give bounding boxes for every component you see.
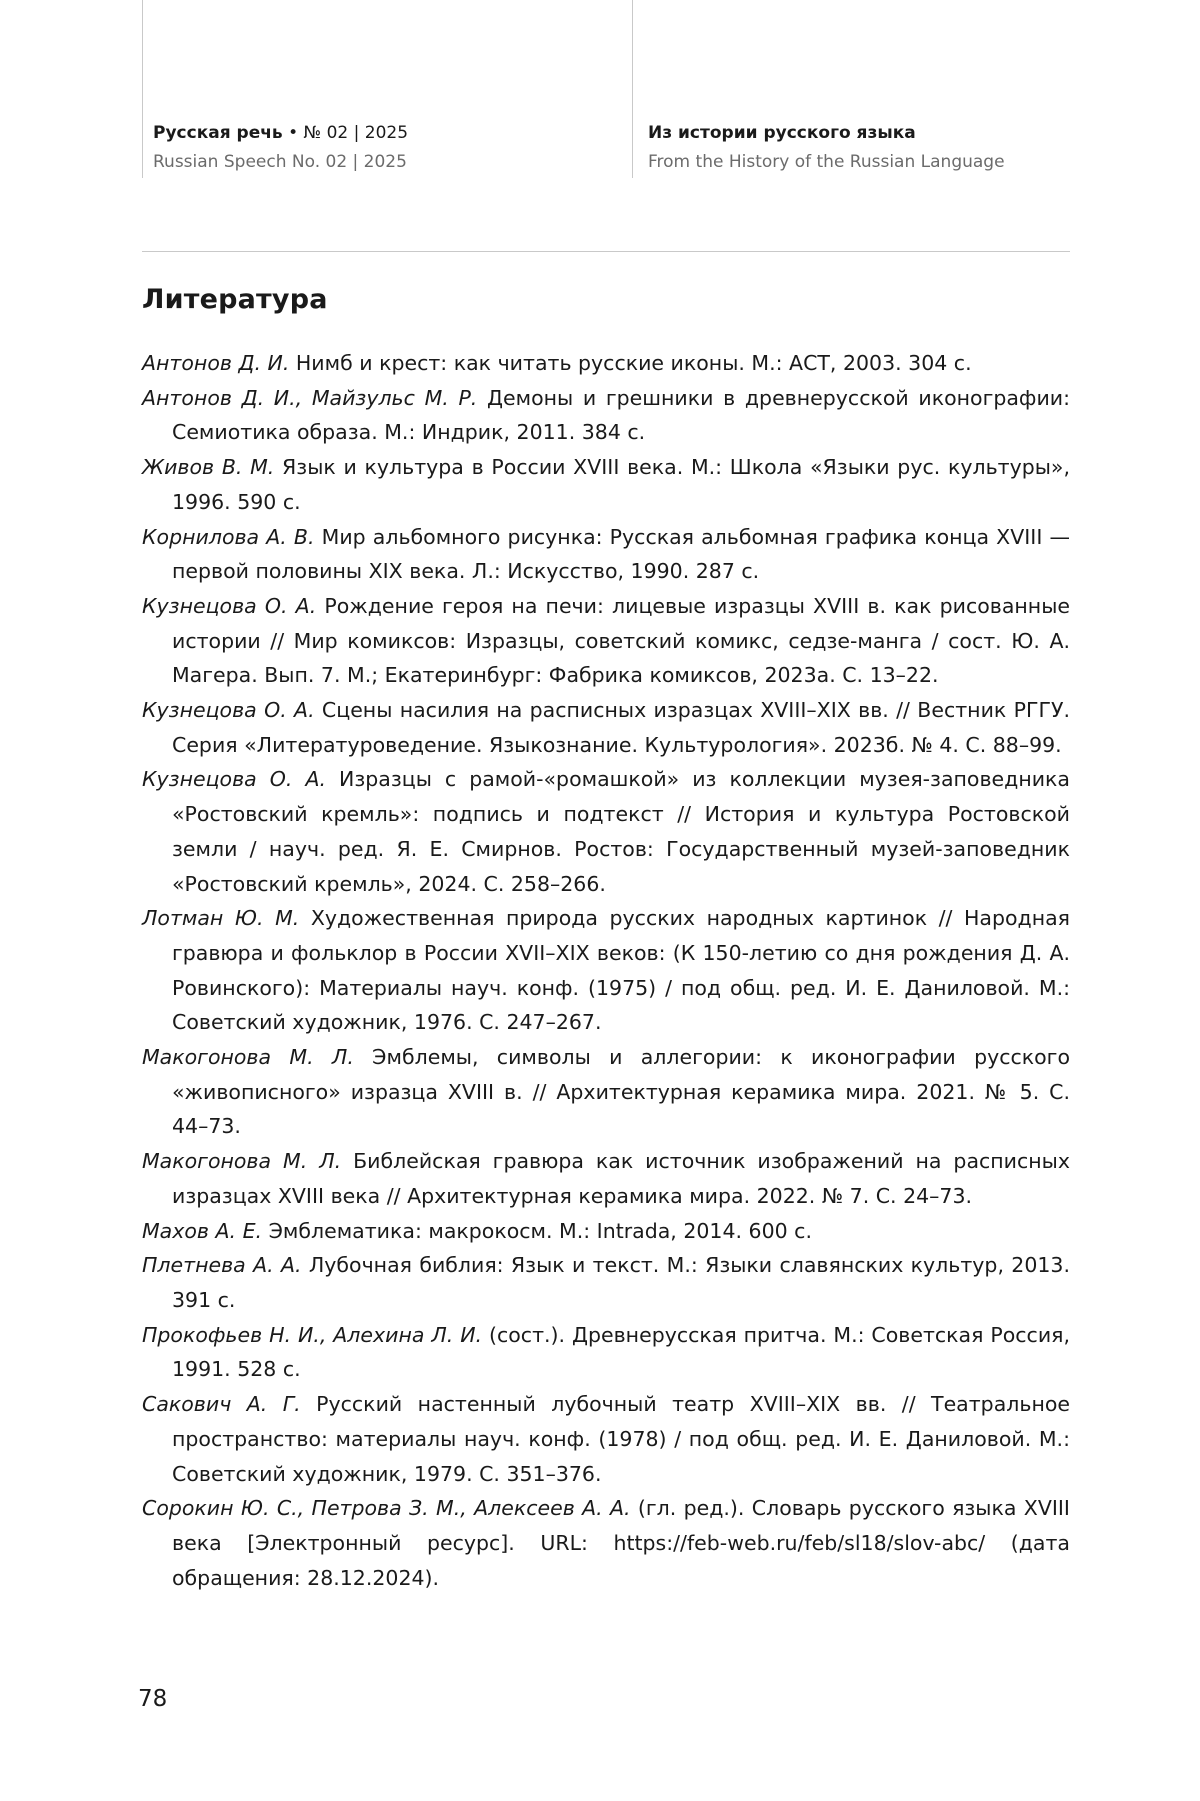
reference-text: Библейская гравюра как источник изображений на расписных изразцах XVIII века // Архитектурная керамика мира. 2022. № 7. С. 24–73. (172, 1149, 1070, 1208)
reference-item (142, 1491, 1070, 1595)
journal-issue: № 02 | 2025 (303, 123, 409, 143)
section-name-en: From the History of the Russian Language (648, 151, 1005, 172)
journal-title-en: Russian Speech No. 02 | 2025 (153, 151, 407, 172)
journal-name: Русская речь (153, 123, 283, 143)
running-header-journal (153, 124, 408, 172)
reference-item (142, 762, 1070, 901)
reference-authors: Кузнецова О. А. (142, 698, 315, 723)
reference-item (142, 589, 1070, 693)
reference-authors: Антонов Д. И. (142, 351, 290, 375)
reference-item (142, 1144, 1070, 1213)
reference-list (142, 346, 1070, 1595)
reference-text: (гл. ред.). Словарь русского языка XVIII века [Электронный ресурс]. URL: https://feb-web.ru/feb/sl18/slov-abc/ (дата обращения: 28.12.2024). (172, 1496, 1070, 1590)
reference-authors: Антонов Д. И., Майзульс М. Р. (142, 385, 478, 410)
reference-authors: Сакович А. Г. (142, 1392, 301, 1417)
reference-authors: Кузнецова О. А. (142, 767, 326, 792)
reference-authors: Лотман Ю. М. (142, 906, 300, 931)
reference-item (142, 450, 1070, 519)
reference-text: Изразцы с рамой-«ромашкой» из коллекции музея-заповедника «Ростовский кремль»: подпись и подтекст // История и культура Ростовской земли / науч. ред. Я. Е. Смирнов. Ростов: Государственный музей-заповедник «Ростовский кремль», 2024. С. 258–266. (172, 767, 1070, 896)
reference-item (142, 1214, 1070, 1249)
reference-text: Рождение героя на печи: лицевые изразцы XVIII в. как рисованные истории // Мир комиксов: Изразцы, советский комикс, седзе-манга / сост. Ю. А. Магера. Вып. 7. М.; Екатеринбург: Фабрика комиксов, 2023а. С. 13–22. (172, 593, 1070, 688)
section-title: Литература (142, 284, 328, 315)
header-divider-left (142, 0, 143, 178)
running-header-section (648, 124, 1005, 172)
reference-item (142, 520, 1070, 589)
reference-text: Язык и культура в России XVIII века. М.: Школа «Языки рус. культуры», 1996. 590 с. (172, 455, 1070, 514)
reference-text: Мир альбомного рисунка: Русская альбомная графика конца XVIII — первой половины XIX века. Л.: Искусство, 1990. 287 с. (172, 524, 1070, 584)
reference-item (142, 693, 1070, 762)
reference-item (142, 381, 1070, 450)
header-divider-right (632, 0, 633, 178)
reference-text: Демоны и грешники в древнерусской иконографии: Семиотика образа. М.: Индрик, 2011. 384 с. (172, 385, 1070, 445)
reference-text: Эмблемы, символы и аллегории: к иконографии русского «живописного» изразца XVIII в. // Архитектурная керамика мира. 2021. № 5. С. 44–73. (172, 1045, 1070, 1139)
header-bullet: • (288, 123, 299, 143)
reference-text: (сост.). Древнерусская притча. М.: Советская Россия, 1991. 528 с. (172, 1322, 1070, 1382)
journal-title-ru (153, 124, 408, 144)
reference-text: Эмблематика: макрокосм. М.: Intrada, 2014. 600 с. (262, 1218, 812, 1243)
reference-item (142, 1318, 1070, 1387)
reference-authors: Живов В. М. (142, 455, 275, 480)
reference-text: Сцены насилия на расписных изразцах XVIII–XIX вв. // Вестник РГГУ. Серия «Литературоведение. Языкознание. Культурология». 2023б. № 4. С. 88–99. (172, 698, 1070, 757)
reference-authors: Прокофьев Н. И., Алехина Л. И. (142, 1322, 483, 1347)
page-number: 78 (138, 1686, 168, 1712)
reference-authors: Сорокин Ю. С., Петрова З. М., Алексеев А. А. (142, 1496, 631, 1521)
reference-text: Художественная природа русских народных картинок // Народная гравюра и фольклор в России XVII–XIX веков: (К 150-летию со дня рождения Д. А. Ровинского): Материалы науч. конф. (1975) / под общ. ред. И. Е. Даниловой. М.: Советский художник, 1976. С. 247–267. (172, 906, 1071, 1035)
reference-item (142, 346, 1070, 381)
section-name-ru: Из истории русского языка (648, 123, 916, 143)
reference-authors: Кузнецова О. А. (142, 593, 317, 618)
reference-item (142, 1248, 1070, 1317)
reference-text: Русский настенный лубочный театр XVIII–XIX вв. // Театральное пространство: материалы науч. конф. (1978) / под общ. ред. И. Е. Даниловой. М.: Советский художник, 1979. С. 351–376. (172, 1392, 1071, 1486)
reference-authors: Макогонова М. Л. (142, 1149, 342, 1174)
reference-authors: Корнилова А. В. (142, 524, 315, 549)
reference-item (142, 1040, 1070, 1144)
reference-authors: Макогонова М. Л. (142, 1045, 354, 1070)
reference-text: Нимб и крест: как читать русские иконы. М.: АСТ, 2003. 304 с. (289, 351, 972, 375)
header-rule (142, 251, 1070, 252)
reference-text: Лубочная библия: Язык и текст. М.: Языки славянских культур, 2013. 391 с. (172, 1253, 1070, 1312)
reference-authors: Плетнева А. А. (142, 1253, 302, 1278)
reference-item (142, 901, 1070, 1040)
reference-authors: Махов А. Е. (142, 1218, 263, 1243)
reference-item (142, 1387, 1070, 1491)
